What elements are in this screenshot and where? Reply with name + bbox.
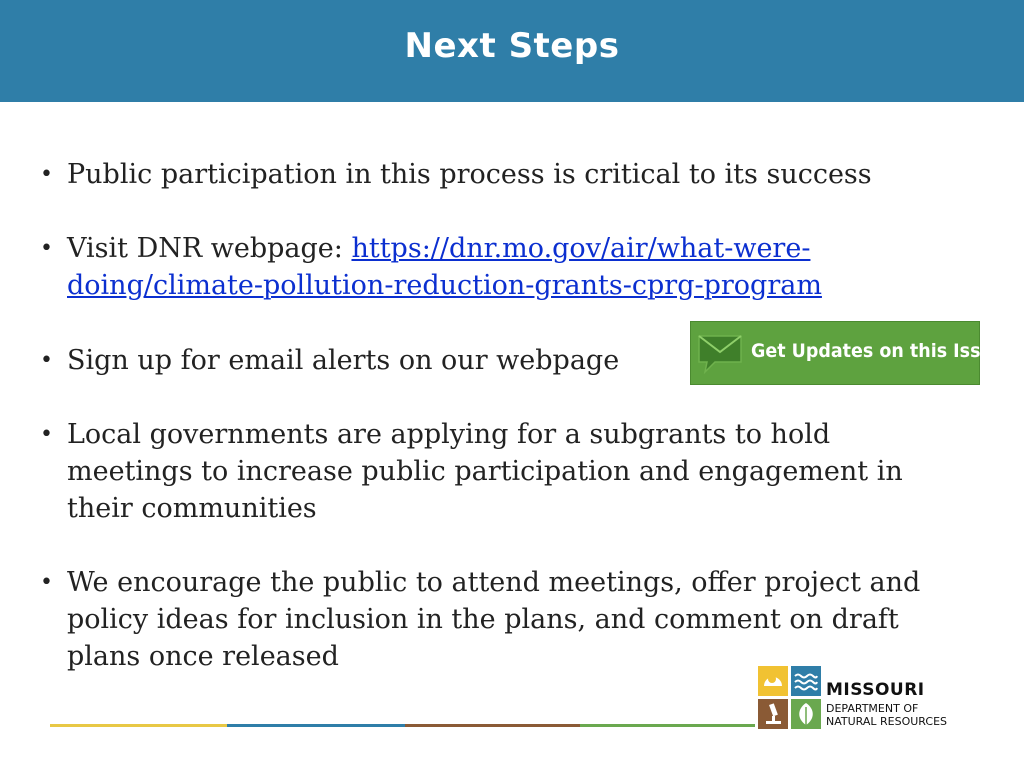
get-updates-label: Get Updates on this Issue	[751, 340, 1005, 362]
bullet-text: Sign up for email alerts on our webpage	[67, 345, 620, 376]
envelope-icon	[697, 332, 743, 376]
bullet-text: Visit DNR webpage:	[67, 233, 352, 264]
divider-brown	[405, 724, 580, 727]
header-bar	[0, 0, 1024, 102]
bullet-text: Public participation in this process is critical to its success	[67, 159, 872, 190]
divider-blue	[227, 724, 405, 727]
bullet-text: We encourage the public to attend meetings, offer project and policy ideas for inclusion in the plans, and comment on draft plans once released	[67, 567, 921, 672]
bullet-local-governments	[40, 416, 940, 527]
logo-line-department	[826, 702, 947, 728]
missouri-dnr-logo	[758, 666, 1008, 732]
bullet-text: Local governments are applying for a subgrants to hold meetings to increase public participation and engagement in their communities	[67, 419, 903, 524]
get-updates-button[interactable]	[690, 321, 1005, 385]
bullet-email-alerts	[40, 342, 619, 379]
divider-green	[580, 724, 755, 727]
microscope-icon	[758, 699, 788, 729]
leaf-icon	[791, 699, 821, 729]
divider-yellow	[50, 724, 227, 727]
logo-line-missouri: MISSOURI	[826, 680, 925, 700]
logo-line-3: NATURAL RESOURCES	[826, 715, 948, 728]
bullet-participation	[40, 156, 872, 193]
bullet-encourage-public	[40, 564, 940, 675]
logo-line-2: DEPARTMENT OF	[826, 702, 919, 715]
water-icon	[791, 666, 821, 696]
page-title: Next Steps	[404, 26, 620, 66]
dnr-webpage-link[interactable]: https://dnr.mo.gov/air/what-were-doing/climate-pollution-reduction-grants-cprg-program	[67, 233, 822, 301]
bullet-webpage	[40, 230, 940, 304]
sun-icon	[758, 666, 788, 696]
